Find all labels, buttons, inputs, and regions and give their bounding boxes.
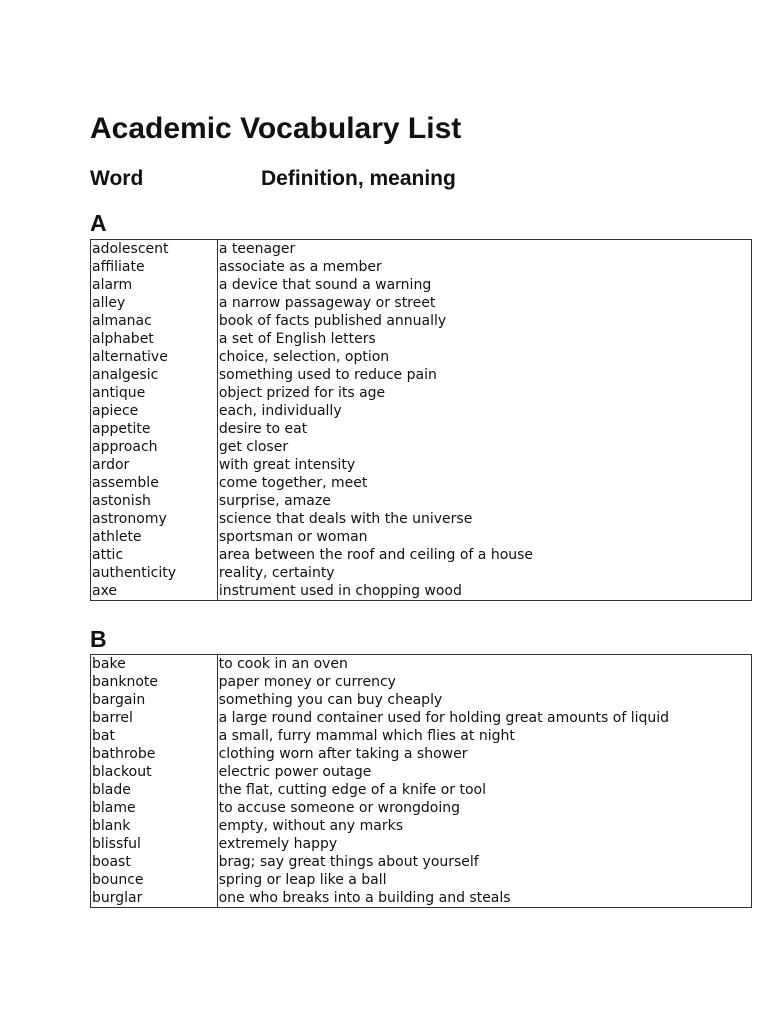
vocab-word: appetite <box>91 420 218 438</box>
vocab-word: attic <box>91 546 218 564</box>
vocab-word: banknote <box>91 673 218 691</box>
vocab-definition: a teenager <box>218 241 296 257</box>
word-column-header: Word <box>90 167 144 190</box>
vocab-definition: spring or leap like a ball <box>218 872 387 888</box>
table-row <box>91 655 752 674</box>
vocab-word: blissful <box>91 835 218 853</box>
vocab-word: bargain <box>91 691 218 709</box>
vocab-word: adolescent <box>91 240 218 259</box>
vocab-word: burglar <box>91 889 218 908</box>
table-row <box>91 384 752 402</box>
vocab-definition: a small, furry mammal which flies at night <box>218 728 515 744</box>
table-row <box>91 240 752 259</box>
page-title: Academic Vocabulary List <box>90 112 462 145</box>
vocab-word: barrel <box>91 709 218 727</box>
table-row <box>91 763 752 781</box>
vocab-word: athlete <box>91 528 218 546</box>
vocab-word: ardor <box>91 456 218 474</box>
table-row <box>91 438 752 456</box>
vocab-table-b-body <box>91 655 752 908</box>
table-row <box>91 889 752 908</box>
table-row <box>91 456 752 474</box>
vocab-word: blank <box>91 817 218 835</box>
table-row <box>91 745 752 763</box>
vocab-definition: area between the roof and ceiling of a house <box>218 547 534 563</box>
table-row <box>91 727 752 745</box>
vocab-definition: each, individually <box>218 403 342 419</box>
section-letter-b: B <box>90 626 107 652</box>
vocab-definition: one who breaks into a building and steals <box>218 890 511 906</box>
table-row <box>91 258 752 276</box>
vocab-definition: with great intensity <box>218 457 356 473</box>
vocab-word: antique <box>91 384 218 402</box>
table-row <box>91 582 752 601</box>
vocab-definition: get closer <box>218 439 289 455</box>
vocab-table-b <box>90 654 752 908</box>
table-row <box>91 330 752 348</box>
table-row <box>91 402 752 420</box>
table-row <box>91 817 752 835</box>
vocab-definition: paper money or currency <box>218 674 396 690</box>
column-headers <box>90 165 752 193</box>
vocab-definition: electric power outage <box>218 764 372 780</box>
table-row <box>91 799 752 817</box>
table-row <box>91 492 752 510</box>
vocab-definition: object prized for its age <box>218 385 386 401</box>
vocab-definition: a set of English letters <box>218 331 376 347</box>
vocab-definition: to cook in an oven <box>218 656 348 672</box>
vocab-word: blame <box>91 799 218 817</box>
vocab-word: approach <box>91 438 218 456</box>
vocab-definition: desire to eat <box>218 421 308 437</box>
vocab-word: almanac <box>91 312 218 330</box>
vocab-word: boast <box>91 853 218 871</box>
table-row <box>91 294 752 312</box>
vocab-word: authenticity <box>91 564 218 582</box>
table-row <box>91 420 752 438</box>
table-row <box>91 528 752 546</box>
vocab-word: bat <box>91 727 218 745</box>
vocab-word: bake <box>91 655 218 674</box>
vocab-definition: something you can buy cheaply <box>218 692 443 708</box>
table-row <box>91 853 752 871</box>
vocab-definition: sportsman or woman <box>218 529 368 545</box>
vocab-word: alternative <box>91 348 218 366</box>
table-row <box>91 781 752 799</box>
table-row <box>91 709 752 727</box>
table-row <box>91 564 752 582</box>
table-row <box>91 871 752 889</box>
vocab-definition: something used to reduce pain <box>218 367 437 383</box>
vocab-word: bathrobe <box>91 745 218 763</box>
vocab-definition: choice, selection, option <box>218 349 390 365</box>
vocab-definition: to accuse someone or wrongdoing <box>218 800 460 816</box>
table-row <box>91 835 752 853</box>
vocab-word: axe <box>91 582 218 601</box>
vocab-word: affiliate <box>91 258 218 276</box>
vocab-definition: brag; say great things about yourself <box>218 854 479 870</box>
vocab-definition: instrument used in chopping wood <box>218 583 462 599</box>
vocab-definition: come together, meet <box>218 475 368 491</box>
section-letter-a: A <box>90 210 107 236</box>
vocab-definition: a narrow passageway or street <box>218 295 436 311</box>
vocab-definition: empty, without any marks <box>218 818 404 834</box>
vocab-definition: clothing worn after taking a shower <box>218 746 468 762</box>
table-row <box>91 474 752 492</box>
table-row <box>91 673 752 691</box>
vocab-definition: science that deals with the universe <box>218 511 473 527</box>
table-row <box>91 366 752 384</box>
table-row <box>91 312 752 330</box>
vocab-definition: a device that sound a warning <box>218 277 432 293</box>
vocab-definition: surprise, amaze <box>218 493 331 509</box>
vocab-table-a-body <box>91 240 752 601</box>
vocab-definition: associate as a member <box>218 259 382 275</box>
vocab-word: alley <box>91 294 218 312</box>
table-row <box>91 348 752 366</box>
table-row <box>91 510 752 528</box>
vocab-word: blackout <box>91 763 218 781</box>
vocab-word: alphabet <box>91 330 218 348</box>
vocab-definition: book of facts published annually <box>218 313 447 329</box>
vocab-word: astronomy <box>91 510 218 528</box>
definition-column-header: Definition, meaning <box>261 167 456 190</box>
vocab-word: bounce <box>91 871 218 889</box>
vocab-word: alarm <box>91 276 218 294</box>
vocab-definition: a large round container used for holding great amounts of liquid <box>218 710 670 726</box>
table-row <box>91 546 752 564</box>
vocab-word: astonish <box>91 492 218 510</box>
table-row <box>91 276 752 294</box>
vocab-word: apiece <box>91 402 218 420</box>
table-row <box>91 691 752 709</box>
vocab-definition: the flat, cutting edge of a knife or tool <box>218 782 487 798</box>
vocab-word: analgesic <box>91 366 218 384</box>
vocab-table-a <box>90 239 752 601</box>
vocab-definition: reality, certainty <box>218 565 335 581</box>
vocab-definition: extremely happy <box>218 836 338 852</box>
vocab-word: blade <box>91 781 218 799</box>
vocab-word: assemble <box>91 474 218 492</box>
